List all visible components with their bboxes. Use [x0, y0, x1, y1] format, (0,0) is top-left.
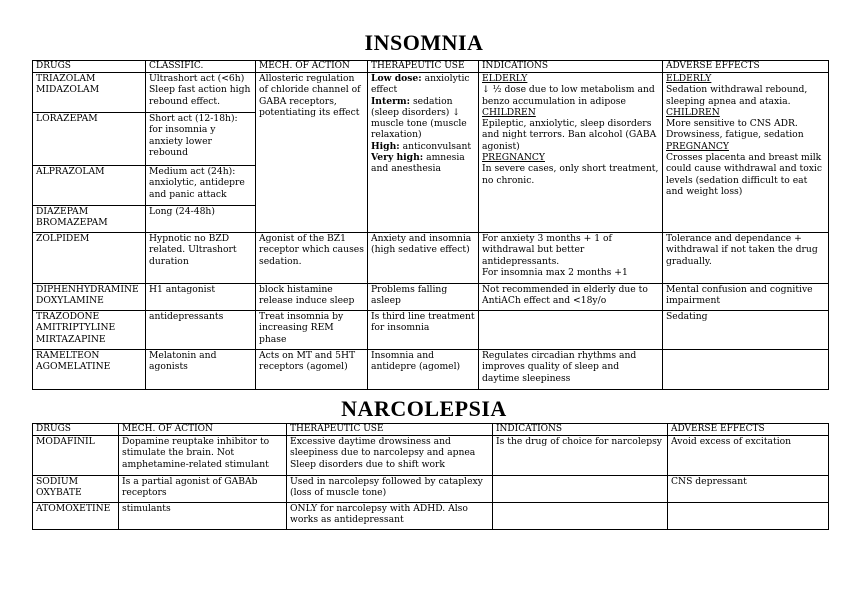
header-mech: MECH. OF ACTION: [119, 424, 287, 436]
section-heading: CHILDREN: [666, 106, 720, 118]
dose-label: Low dose:: [371, 73, 422, 84]
drug-cell: [33, 206, 146, 233]
indication-text: For anxiety 3 months + 1 of withdrawal but better antidepressants.: [482, 233, 612, 267]
indications-cell: [479, 311, 663, 350]
insomnia-header-row: [33, 61, 829, 73]
drug-cell: MODAFINIL: [33, 436, 119, 476]
dose-text: anticonvulsant: [399, 140, 472, 152]
dose-text: amnesia and anesthesia: [371, 152, 465, 175]
table-row: [33, 284, 829, 311]
drug-cell: [33, 284, 146, 311]
dose-label: Very high:: [371, 152, 424, 164]
section-heading: PREGNANCY: [482, 152, 545, 164]
classific-cell: Short act (12-18h): for insomnia y anxiety lower rebound: [146, 113, 256, 166]
therapeutic-cell: Anxiety and insomnia (high sedative effect): [368, 233, 479, 284]
drug-name: LORAZEPAM: [36, 113, 98, 124]
classific-cell: Medium act (24h): anxiolytic, antidepre and panic attack: [146, 166, 256, 206]
header-adverse: ADVERSE EFFECTS: [663, 61, 829, 73]
header-adverse: ADVERSE EFFECTS: [668, 424, 829, 436]
header-mech: MECH. OF ACTION: [256, 61, 368, 73]
classific-cell: Melatonin and agonists: [146, 350, 256, 390]
mech-cell: stimulants: [119, 503, 287, 530]
therapeutic-cell: Is third line treatment for insomnia: [368, 311, 479, 350]
drug-cell: SODIUM OXYBATE: [33, 476, 119, 503]
adverse-cell: CNS depressant: [668, 476, 829, 503]
table-row: [33, 503, 829, 530]
drug-name: DIAZEPAM: [36, 206, 89, 217]
classific-cell: Long (24-48h): [146, 206, 256, 233]
mech-cell: Agonist of the BZ1 receptor which causes sedation.: [256, 233, 368, 284]
adverse-cell: Sedating: [663, 311, 829, 350]
adverse-cell: Avoid excess of excitation: [668, 436, 829, 476]
classific-cell: Hypnotic no BZD related. Ultrashort duration: [146, 233, 256, 284]
therapeutic-cell: Insomnia and antidepre (agomel): [368, 350, 479, 390]
drug-name: ZOLPIDEM: [36, 233, 90, 244]
section-heading: PREGNANCY: [666, 140, 729, 152]
mech-cell: Dopamine reuptake inhibitor to stimulate the brain. Not amphetamine-related stimulant: [119, 436, 287, 476]
section-text: More sensitive to CNS ADR. Drowsiness, fatigue, sedation: [666, 118, 804, 141]
classific-cell: antidepressants: [146, 311, 256, 350]
insomnia-table: [32, 60, 829, 390]
adverse-cell: [668, 503, 829, 530]
therapeutic-cell: Problems falling asleep: [368, 284, 479, 311]
indications-cell: [493, 503, 668, 530]
mech-cell: Allosteric regulation of chloride channel of GABA receptors, potentiating its effect: [256, 73, 368, 233]
dose-text: sedation (sleep disorders) ↓ muscle tone (muscle relaxation): [371, 95, 467, 141]
drug-cell: [33, 73, 146, 113]
header-classific: CLASSIFIC.: [146, 61, 256, 73]
header-indications: INDICATIONS: [493, 424, 668, 436]
drug-name: DOXYLAMINE: [36, 295, 104, 307]
adverse-cell: [663, 73, 829, 233]
table-row: [33, 233, 829, 284]
indications-cell: [479, 233, 663, 284]
mech-cell: Acts on MT and 5HT receptors (agomel): [256, 350, 368, 390]
drug-cell: [33, 311, 146, 350]
table-row: [33, 350, 829, 390]
header-drugs: DRUGS: [33, 61, 146, 73]
drug-cell: [33, 166, 146, 206]
drug-name: BROMAZEPAM: [36, 217, 108, 229]
indications-cell: Regulates circadian rhythms and improves quality of sleep and daytime sleepiness: [479, 350, 663, 390]
drug-name: MIDAZOLAM: [36, 84, 100, 96]
indications-cell: [493, 476, 668, 503]
adverse-cell: Mental confusion and cognitive impairment: [663, 284, 829, 311]
section-text: Epileptic, anxiolytic, sleep disorders and night terrors. Ban alcohol (GABA agonist): [482, 118, 657, 152]
drug-name: RAMELTEON: [36, 350, 100, 361]
drug-name: TRIAZOLAM: [36, 73, 96, 84]
therapeutic-cell: Used in narcolepsy followed by cataplexy (loss of muscle tone): [287, 476, 493, 503]
therapeutic-cell: [368, 73, 479, 233]
therapeutic-cell: Excessive daytime drowsiness and sleepiness due to narcolepsy and apnea Sleep disorders due to shift work: [287, 436, 493, 476]
drug-name: TRAZODONE: [36, 311, 100, 322]
section-heading: CHILDREN: [482, 106, 536, 118]
section-heading: ELDERLY: [666, 73, 712, 84]
drug-cell: [33, 233, 146, 284]
section-text: Sedation withdrawal rebound, sleeping apnea and ataxia.: [666, 84, 808, 107]
drug-cell: [33, 350, 146, 390]
dose-label: Interm:: [371, 95, 411, 107]
header-therapeutic: THERAPEUTIC USE: [368, 61, 479, 73]
classific-cell: Ultrashort act (<6h) Sleep fast action high rebound effect.: [146, 73, 256, 113]
narcolepsia-title: NARCOLEPSIA: [341, 396, 507, 421]
header-drugs: DRUGS: [33, 424, 119, 436]
indication-text: For insomnia max 2 months +1: [482, 266, 628, 278]
dose-text: anxiolytic effect: [371, 73, 470, 96]
narcolepsia-table: [32, 423, 829, 530]
adverse-cell: [663, 350, 829, 390]
drug-cell: [33, 113, 146, 166]
drug-name: AMITRIPTYLINE: [36, 322, 116, 334]
drug-name: DIPHENHYDRAMINE: [36, 284, 139, 295]
dose-label: High:: [371, 140, 400, 152]
table-row: [33, 476, 829, 503]
drug-name: MIRTAZAPINE: [36, 333, 106, 345]
therapeutic-cell: ONLY for narcolepsy with ADHD. Also works as antidepressant: [287, 503, 493, 530]
insomnia-title: INSOMNIA: [364, 30, 484, 55]
header-therapeutic: THERAPEUTIC USE: [287, 424, 493, 436]
section-text: Crosses placenta and breast milk could cause withdrawal and toxic levels (sedation difficult to eat and weight loss): [666, 152, 822, 197]
mech-cell: Is a partial agonist of GABAb receptors: [119, 476, 287, 503]
table-row: [33, 311, 829, 350]
table-row: [33, 436, 829, 476]
section-heading: ELDERLY: [482, 73, 528, 84]
section-text: ↓ ½ dose due to low metabolism and benzo accumulation in adipose: [482, 84, 655, 107]
drug-name: AGOMELATINE: [36, 361, 111, 373]
section-text: In severe cases, only short treatment, no chronic.: [482, 163, 659, 186]
adverse-cell: Tolerance and dependance + withdrawal if not taken the drug gradually.: [663, 233, 829, 284]
header-indications: INDICATIONS: [479, 61, 663, 73]
mech-cell: Treat insomnia by increasing REM phase: [256, 311, 368, 350]
narcolepsia-header-row: [33, 424, 829, 436]
classific-cell: H1 antagonist: [146, 284, 256, 311]
indications-cell: [479, 73, 663, 233]
indications-cell: Is the drug of choice for narcolepsy: [493, 436, 668, 476]
table-row: [33, 73, 829, 113]
mech-cell: block histamine release induce sleep: [256, 284, 368, 311]
drug-name: ALPRAZOLAM: [36, 166, 105, 177]
indications-cell: Not recommended in elderly due to AntiACh effect and <18y/o: [479, 284, 663, 311]
drug-cell: ATOMOXETINE: [33, 503, 119, 530]
